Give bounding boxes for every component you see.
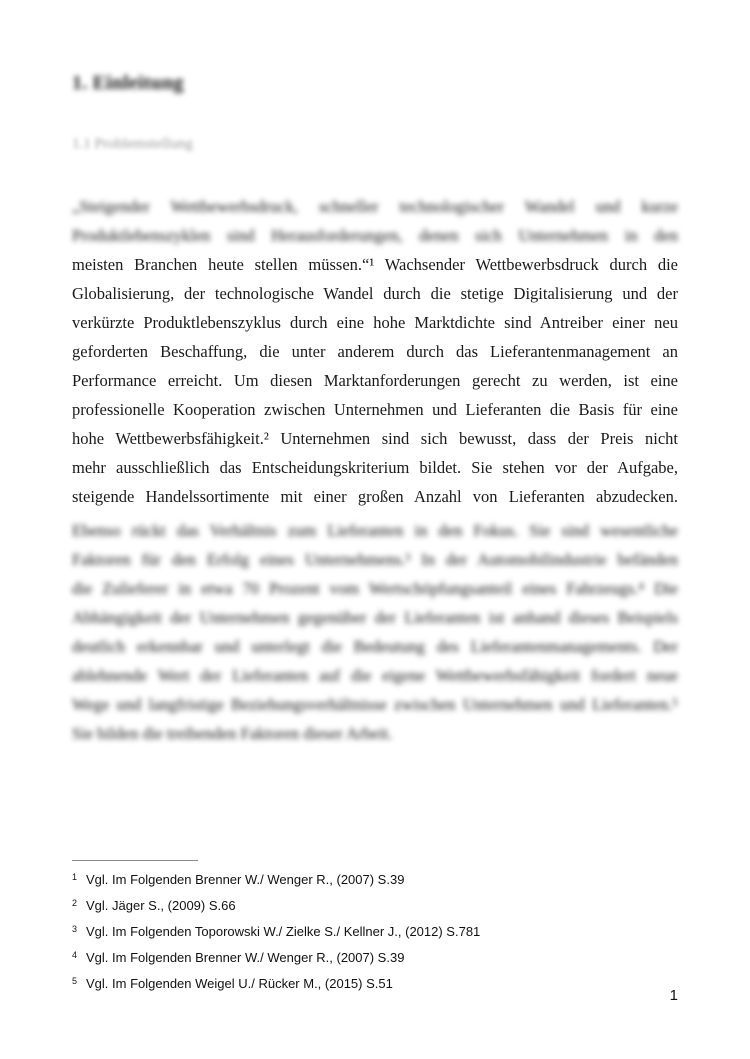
footnote-number: 1 — [72, 872, 78, 882]
footnote — [72, 948, 692, 974]
text-line: Wege und langfristige Beziehungsverhältnisse zwischen Unternehmen und Lieferanten.⁵ — [72, 695, 678, 714]
text-line: deutlich erkennbar und unterlegt die Bedeutung des Lieferantenmanagements. Der — [72, 637, 678, 656]
footnote-text: Vgl. Jäger S., (2009) S.66 — [86, 898, 236, 913]
text-line: Performance erreicht. Um diesen Marktanforderungen gerecht zu werden, ist eine — [72, 371, 678, 390]
footnote — [72, 896, 692, 922]
footnote-number: 5 — [72, 976, 78, 986]
footnote-text: Vgl. Im Folgenden Brenner W./ Wenger R., (2007) S.39 — [86, 950, 405, 965]
text-line: verkürzte Produktlebenszyklus durch eine hohe Marktdichte sind Antreiber einer neu — [72, 313, 678, 332]
text-line: professionelle Kooperation zwischen Unternehmen und Lieferanten die Basis für eine — [72, 400, 678, 419]
section-heading: 1.1 Problemstellung — [72, 136, 193, 152]
page-number: 1 — [669, 987, 678, 1004]
footnote-text: Vgl. Im Folgenden Weigel U./ Rücker M., (2015) S.51 — [86, 976, 393, 991]
text-line: Ebenso rückt das Verhältnis zum Lieferanten in den Fokus. Sie sind wesentliche — [72, 521, 678, 540]
text-line: Faktoren für den Erfolg eines Unternehmens.³ In der Automobilindustrie befänden — [72, 550, 678, 569]
blurred-paragraph-top — [72, 192, 678, 250]
text-line: Produktlebenszyklen sind Herausforderungen, denen sich Unternehmen in den — [72, 226, 678, 245]
footnote-text: Vgl. Im Folgenden Brenner W./ Wenger R., (2007) S.39 — [86, 872, 405, 887]
text-line: ablehnende Wert der Lieferanten auf die eigene Wettbewerbsfähigkeit fordert neue — [72, 666, 678, 685]
footnote-separator — [72, 860, 198, 861]
text-line: Abhängigkeit der Unternehmen gegenüber der Lieferanten ist anhand dieses Beispiels — [72, 608, 678, 627]
text-line: die Zulieferer in etwa 70 Prozent vom Wertschöpfungsanteil eines Fahrzeugs.⁴ Die — [72, 579, 678, 598]
text-line: Globalisierung, der technologische Wandel durch die stetige Digitalisierung und der — [72, 284, 678, 303]
text-line: steigende Handelssortimente mit einer großen Anzahl von Lieferanten abzudecken. — [72, 487, 678, 506]
footnote-number: 3 — [72, 924, 78, 934]
footnote-number: 2 — [72, 898, 78, 908]
footnote-text: Vgl. Im Folgenden Toporowski W./ Zielke S./ Kellner J., (2012) S.781 — [86, 924, 481, 939]
text-line: meisten Branchen heute stellen müssen.“¹ Wachsender Wettbewerbsdruck durch die — [72, 255, 678, 274]
footnote — [72, 870, 692, 896]
visible-paragraph — [72, 250, 678, 511]
text-line: mehr ausschließlich das Entscheidungskriterium bildet. Sie stehen vor der Aufgabe, — [72, 458, 678, 477]
footnote-list — [72, 870, 692, 1000]
chapter-heading: 1. Einleitung — [72, 72, 184, 94]
footnote — [72, 974, 692, 1000]
text-line: hohe Wettbewerbsfähigkeit.² Unternehmen sind sich bewusst, dass der Preis nicht — [72, 429, 678, 448]
footnote-number: 4 — [72, 950, 78, 960]
footnote — [72, 922, 692, 948]
text-line: „Steigender Wettbewerbsdruck, schneller technologischer Wandel und kurze — [72, 197, 678, 216]
blurred-paragraph-bottom — [72, 516, 678, 748]
text-line: Sie bilden die treibenden Faktoren dieser Arbeit. — [72, 724, 393, 743]
text-line: geforderten Beschaffung, die unter anderem durch das Lieferantenmanagement an — [72, 342, 678, 361]
